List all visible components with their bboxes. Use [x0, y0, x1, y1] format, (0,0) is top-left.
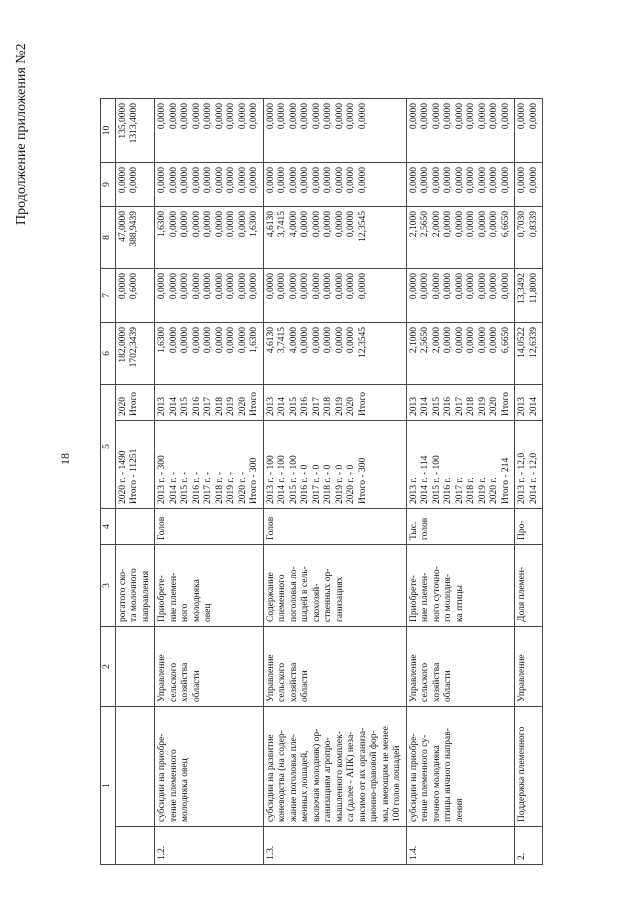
- total-amount: 182,0000 1702,3439: [115, 323, 155, 385]
- col-header-2: 2: [101, 627, 116, 707]
- total-amount: 2,1000 2,5650 2,0000 0,0000 0,0000 0,0000 0,0000 0,0000 6,6650: [406, 323, 515, 385]
- target-values: 2013 г. - 300 2014 г. - 2015 г. - 2016 г. - 2017 г. - 2018 г. - 2019 г. - 2020 г. - Итого - 300: [155, 421, 264, 509]
- other-amount: 135,0000 1313,4000: [115, 99, 155, 163]
- table-row: [155, 99, 264, 865]
- col-header-1: 1: [101, 707, 116, 865]
- local-amount: 0,0000 0,0000 0,0000 0,0000 0,0000 0,0000 0,0000 0,0000 0,0000: [155, 163, 264, 207]
- table-row: [406, 99, 515, 865]
- indicator: Доля племен-: [515, 545, 543, 627]
- total-amount: 14,0522 12,6339: [515, 323, 543, 385]
- local-amount: 0,0000 0,0000 0,0000 0,0000 0,0000 0,0000 0,0000 0,0000 0,0000: [263, 163, 406, 207]
- years: 2013 2014 2015 2016 2017 2018 2019 2020 Итого: [155, 385, 264, 421]
- row-number: [115, 827, 155, 865]
- col-header-3: 3: [101, 545, 116, 627]
- measure-name: субсидии на приобре- тение племенного су- точного молодняка птицы яичного направ- ления: [406, 707, 515, 827]
- years: 2013 2014 2015 2016 2017 2018 2019 2020 Итого: [406, 385, 515, 421]
- indicator: Содержание племенного поголовья ло- шадей в сель- скохозяй- ственных ор- ганизациях: [263, 545, 406, 627]
- unit: Тыс. голов: [406, 509, 515, 545]
- other-amount: 0,0000 0,0000 0,0000 0,0000 0,0000 0,0000 0,0000 0,0000 0,0000: [406, 99, 515, 163]
- federal-amount: 0,0000 0,0000 0,0000 0,0000 0,0000 0,0000 0,0000 0,0000 0,0000: [263, 269, 406, 323]
- col-header-5: 5: [101, 385, 116, 509]
- unit: Голов: [155, 509, 264, 545]
- other-amount: 0,0000 0,0000: [515, 99, 543, 163]
- regional-amount: 1,6300 0,0000 0,0000 0,0000 0,0000 0,0000 0,0000 0,0000 1,6300: [155, 207, 264, 269]
- other-amount: 0,0000 0,0000 0,0000 0,0000 0,0000 0,0000 0,0000 0,0000 0,0000: [263, 99, 406, 163]
- col-header-4: 4: [101, 509, 116, 545]
- measure-name: [115, 707, 155, 827]
- years: 2020 Итого: [115, 385, 155, 421]
- regional-amount: 4,6130 3,7415 4,0000 0,0000 0,0000 0,0000 0,0000 0,0000 12,3545: [263, 207, 406, 269]
- executor: Управление: [515, 627, 543, 707]
- col-header-8: 8: [101, 207, 116, 269]
- row-number: 1.4.: [406, 827, 515, 865]
- unit: [115, 509, 155, 545]
- target-values: 2013 г. - 12,0 2014 г. - 12,0: [515, 421, 543, 509]
- local-amount: 0,0000 0,0000 0,0000 0,0000 0,0000 0,0000 0,0000 0,0000 0,0000: [406, 163, 515, 207]
- regional-amount: 0,7030 0,8339: [515, 207, 543, 269]
- indicator: рогатого ско- та молочного направления: [115, 545, 155, 627]
- col-header-6: 6: [101, 323, 116, 385]
- col-header-9: 9: [101, 163, 116, 207]
- years: 2013 2014 2015 2016 2017 2018 2019 2020 Итого: [263, 385, 406, 421]
- program-table: [100, 98, 543, 865]
- total-amount: 4,6130 3,7415 4,0000 0,0000 0,0000 0,0000 0,0000 0,0000 12,3545: [263, 323, 406, 385]
- indicator: Приобрете- ние племен- ного молодняка овец: [155, 545, 264, 627]
- federal-amount: 0,0000 0,0000 0,0000 0,0000 0,0000 0,0000 0,0000 0,0000 0,0000: [406, 269, 515, 323]
- years: 2013 2014: [515, 385, 543, 421]
- table-row: [263, 99, 406, 865]
- regional-amount: 2,1000 2,5650 2,0000 0,0000 0,0000 0,0000 0,0000 0,0000 6,6650: [406, 207, 515, 269]
- executor: [115, 627, 155, 707]
- unit: Про-: [515, 509, 543, 545]
- measure-name: субсидии на приобре- тение племенного молодняка овец: [155, 707, 264, 827]
- col-header-7: 7: [101, 269, 116, 323]
- total-amount: 1,6300 0,0000 0,0000 0,0000 0,0000 0,0000 0,0000 0,0000 1,6300: [155, 323, 264, 385]
- appendix-heading: Продолжение приложения №2: [14, 43, 29, 225]
- local-amount: 0,0000 0,0000: [115, 163, 155, 207]
- federal-amount: 13,3492 11,8000: [515, 269, 543, 323]
- target-values: 2020 г. - 1490 Итого - 11251: [115, 421, 155, 509]
- executor: Управление сельского хозяйства области: [406, 627, 515, 707]
- row-number: 2.: [515, 827, 543, 865]
- unit: Голов: [263, 509, 406, 545]
- other-amount: 0,0000 0,0000 0,0000 0,0000 0,0000 0,0000 0,0000 0,0000 0,0000: [155, 99, 264, 163]
- column-number-row: [101, 99, 116, 865]
- row-number: 1.3.: [263, 827, 406, 865]
- target-values: 2013 г. - 100 2014 г. - 100 2015 г. - 100 2016 г. - 0 2017 г. - 0 2018 г. - 0 2019 г. - 0 2020 г. - 0 Итого - 300: [263, 421, 406, 509]
- executor: Управление сельского хозяйства области: [155, 627, 264, 707]
- local-amount: 0,0000 0,0000: [515, 163, 543, 207]
- measure-name: Поддержка племенного: [515, 707, 543, 827]
- row-number: 1.2.: [155, 827, 264, 865]
- page-number: 18: [58, 453, 72, 465]
- measure-name: субсидии на развитие коневодства (на содер- жание поголовья пле- менных лошадей, включая молодняк) ор- ганизациям агропро- мышленного комплек- са (далее - АПК) неза- висимо от их организа- ционно-правовой фор- мы, имеющим не менее 100 голов лошадей: [263, 707, 406, 827]
- target-values: 2013 г. 2014 г. - 114 2015 г. - 100 2016 г. 2017 г. 2018 г. 2019 г. 2020 г. Итого - 214: [406, 421, 515, 509]
- regional-amount: 47,0000 388,9439: [115, 207, 155, 269]
- federal-amount: 0,0000 0,6000: [115, 269, 155, 323]
- table-row: [515, 99, 543, 865]
- table-row: [115, 99, 155, 865]
- executor: Управление сельского хозяйства области: [263, 627, 406, 707]
- indicator: Приобрете- ние племен- ного суточно- го молодня- ка птицы: [406, 545, 515, 627]
- col-header-10: 10: [101, 99, 116, 163]
- federal-amount: 0,0000 0,0000 0,0000 0,0000 0,0000 0,0000 0,0000 0,0000 0,0000: [155, 269, 264, 323]
